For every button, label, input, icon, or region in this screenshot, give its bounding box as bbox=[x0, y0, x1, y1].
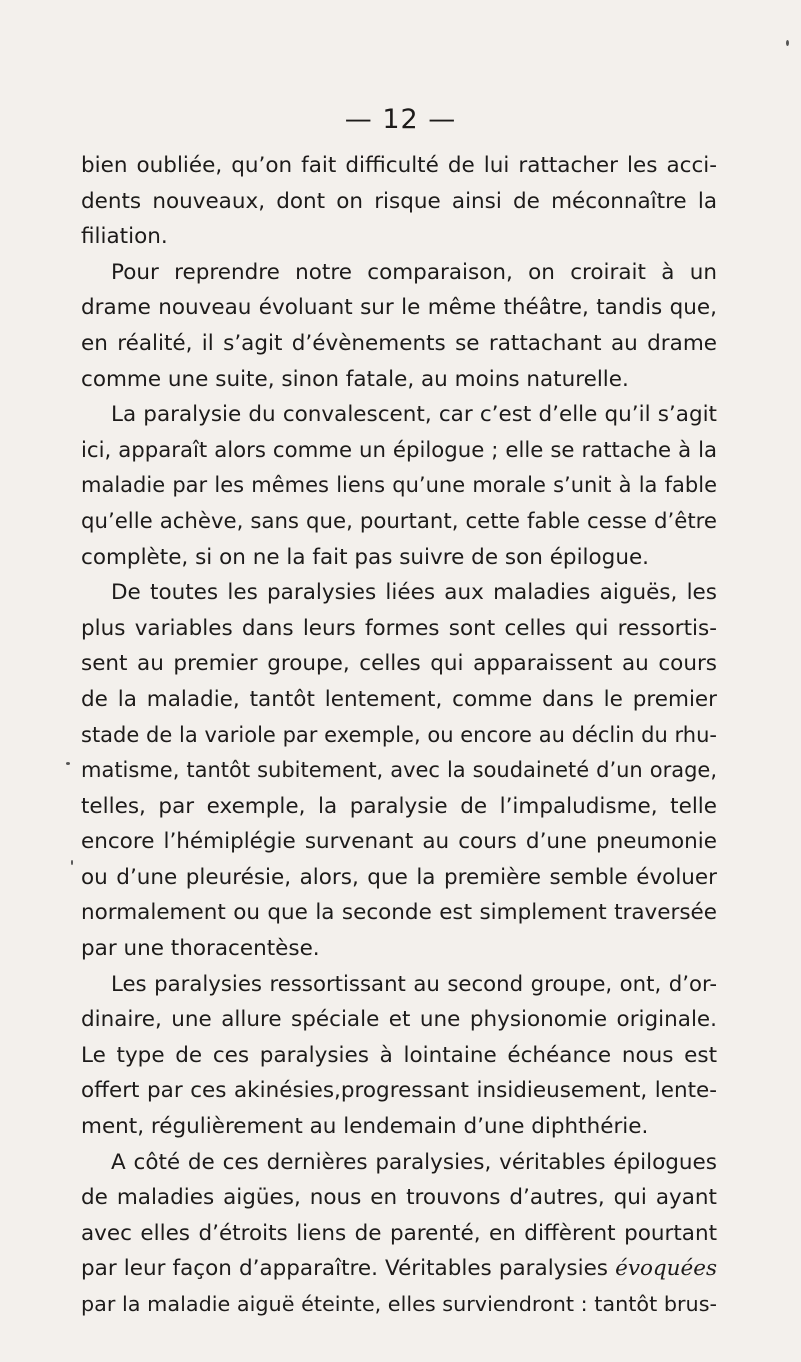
text-line: maladie par les mêmes liens qu’une morale s’unit à la fable bbox=[81, 473, 717, 498]
text-line: offert par ces akinésies,progressant insidieusement, lente- bbox=[81, 1078, 717, 1104]
text-line: sent au premier groupe, celles qui apparaissent au cours bbox=[81, 651, 717, 677]
text-line: stade de la variole par exemple, ou encore au déclin du rhu- bbox=[81, 722, 717, 747]
text-line: La paralysie du convalescent, car c’est d’elle qu’il s’agit bbox=[111, 402, 717, 428]
ink-speck bbox=[71, 860, 73, 865]
text-line: par la maladie aiguë éteinte, elles surviendront : tantôt brus- bbox=[81, 1292, 717, 1316]
text-line: avec elles d’étroits liens de parenté, en diffèrent pourtant bbox=[81, 1220, 717, 1246]
text-line bbox=[81, 1251, 717, 1287]
text-line: drame nouveau évoluant sur le même théâtre, tandis que, bbox=[81, 295, 717, 321]
ink-speck bbox=[66, 762, 70, 765]
text-line: ici, apparaît alors comme un épilogue ; elle se rattache à la bbox=[81, 437, 717, 463]
text-line: encore l’hémiplégie survenant au cours d’une pneumonie bbox=[81, 829, 717, 855]
text-line: plus variables dans leurs formes sont celles qui ressortis- bbox=[81, 615, 717, 641]
italic-word: évoquées bbox=[615, 1256, 717, 1282]
text-line: dinaire, une allure spéciale et une physionomie originale. bbox=[81, 1007, 717, 1033]
text-line: normalement ou que la seconde est simplement traversée bbox=[81, 900, 717, 926]
text-line-segment: par leur façon d’apparaître. Véritables paralysies bbox=[81, 1256, 616, 1282]
text-line: ment, régulièrement au lendemain d’une diphthérie. bbox=[81, 1114, 649, 1140]
text-line: complète, si on ne la fait pas suivre de son épilogue. bbox=[81, 544, 650, 570]
text-line: Les paralysies ressortissant au second groupe, ont, d’or- bbox=[111, 971, 717, 997]
body-text bbox=[81, 148, 717, 1323]
page-number: — 12 — bbox=[344, 104, 457, 135]
text-line: Pour reprendre notre comparaison, on croirait à un bbox=[111, 259, 717, 285]
text-line: bien oubliée, qu’on fait difficulté de lui rattacher les acci- bbox=[81, 153, 717, 178]
text-line: ou d’une pleurésie, alors, que la première semble évoluer bbox=[81, 864, 717, 890]
text-line: comme une suite, sinon fatale, au moins naturelle. bbox=[81, 366, 629, 392]
text-line: Le type de ces paralysies à lointaine échéance nous est bbox=[81, 1042, 717, 1068]
text-line: de la maladie, tantôt lentement, comme dans le premier bbox=[81, 686, 717, 712]
text-line: dents nouveaux, dont on risque ainsi de méconnaître la bbox=[81, 188, 717, 214]
text-line: par une thoracentèse. bbox=[81, 936, 320, 962]
text-line: matisme, tantôt subitement, avec la soudaineté d’un orage, bbox=[81, 758, 717, 783]
ink-speck bbox=[786, 40, 789, 46]
text-line: en réalité, il s’agit d’évènements se rattachant au drame bbox=[81, 330, 717, 356]
text-line: A côté de ces dernières paralysies, véritables épilogues bbox=[111, 1149, 717, 1175]
text-line: De toutes les paralysies liées aux maladies aiguës, les bbox=[111, 580, 717, 606]
text-line: de maladies aigües, nous en trouvons d’autres, qui ayant bbox=[81, 1185, 717, 1211]
text-line: qu’elle achève, sans que, pourtant, cette fable cesse d’être bbox=[81, 508, 717, 534]
text-line: telles, par exemple, la paralysie de l’impaludisme, telle bbox=[81, 793, 717, 819]
text-line: filiation. bbox=[81, 224, 168, 250]
